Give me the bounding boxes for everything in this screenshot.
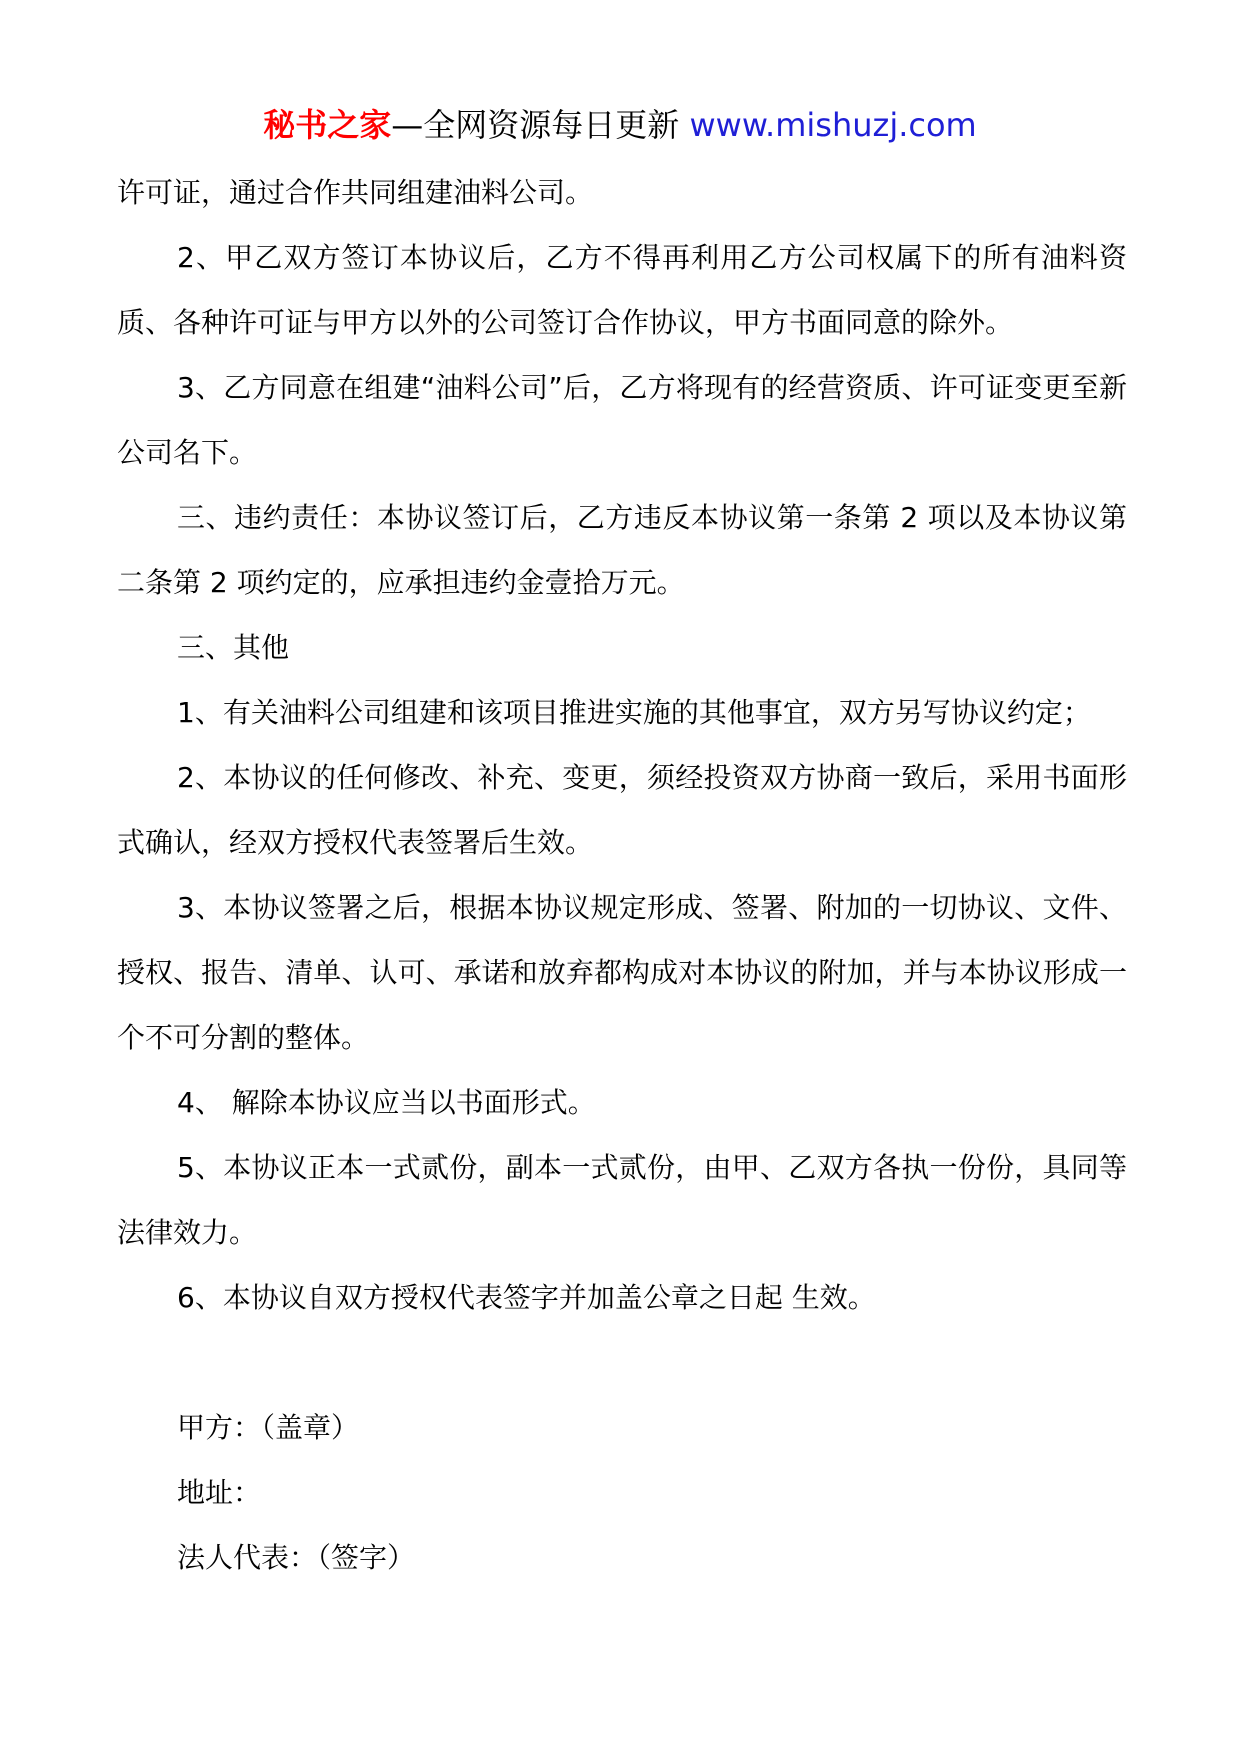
address-line: 地址：	[177, 1476, 262, 1509]
brand-name: 秘书之家	[263, 106, 392, 144]
party-a-seal-line: 甲方：（盖章）	[177, 1411, 360, 1444]
legal-representative-line: 法人代表：（签字）	[177, 1541, 416, 1574]
signature-block	[117, 1395, 1127, 1590]
clause-other-3: 3、本协议签署之后，根据本协议规定形成、签署、附加的一切协议、文件、授权、报告、清单、认可、承诺和放弃都构成对本协议的附加，并与本协议形成一个不可分割的整体。	[117, 891, 1127, 1054]
clause-other-4: 4、 解除本协议应当以书面形式。	[177, 1086, 596, 1119]
header-tagline: —全网资源每日更新	[391, 106, 690, 144]
clause-other-5: 5、本协议正本一式贰份，副本一式贰份，由甲、乙双方各执一份份，具同等法律效力。	[117, 1151, 1127, 1249]
site-url-link[interactable]: www.mishuzj.com	[689, 106, 977, 144]
clause-2-2: 2、甲乙双方签订本协议后，乙方不得再利用乙方公司权属下的所有油料资质、各种许可证与甲方以外的公司签订合作协议，甲方书面同意的除外。	[117, 241, 1127, 339]
paragraph-continuation: 许可证，通过合作共同组建油料公司。	[117, 176, 594, 209]
clause-other-6: 6、本协议自双方授权代表签字并加盖公章之日起 生效。	[177, 1281, 876, 1314]
site-header	[0, 100, 1240, 150]
clause-other-2: 2、本协议的任何修改、补充、变更，须经投资双方协商一致后，采用书面形式确认，经双方授权代表签署后生效。	[117, 761, 1127, 859]
section-heading-other: 三、其他	[177, 631, 290, 664]
breach-liability-clause: 三、违约责任：本协议签订后，乙方违反本协议第一条第 2 项以及本协议第二条第 2 项约定的，应承担违约金壹拾万元。	[117, 501, 1127, 599]
clause-other-1: 1、有关油料公司组建和该项目推进实施的其他事宜，双方另写协议约定；	[177, 696, 1091, 729]
spacer	[117, 1330, 1127, 1395]
clause-2-3: 3、乙方同意在组建“油料公司”后，乙方将现有的经营资质、许可证变更至新公司名下。	[117, 371, 1127, 469]
document-body	[117, 160, 1127, 1590]
